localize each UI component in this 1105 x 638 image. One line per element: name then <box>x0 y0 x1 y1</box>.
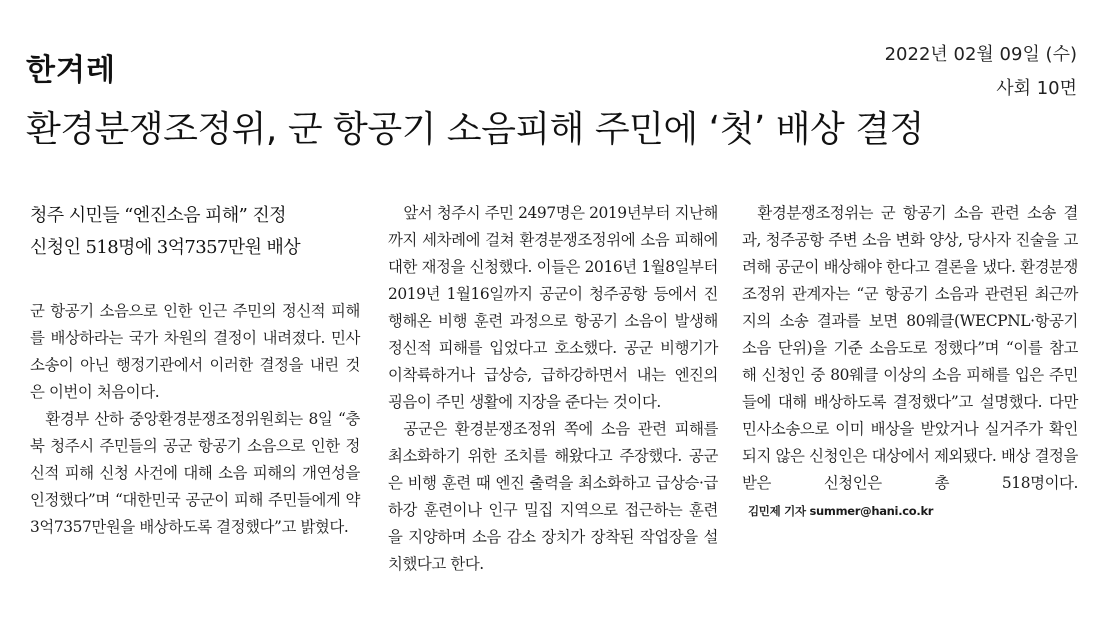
subheadline-line-1: 청주 시민들 “엔진소음 피해” 진정 <box>30 205 286 226</box>
byline: 김민제 기자 summer@hani.co.kr <box>748 504 934 518</box>
subheadline-line-2: 신청인 518명에 3억7357만원 배상 <box>30 237 301 258</box>
paragraph-2: 환경부 산하 중앙환경분쟁조정위원회는 8일 “충북 청주시 주민들의 공군 항공기 소음으로 인한 정신적 피해 신청 사건에 대해 소음 피해의 개연성을 인정했다”며 “대한민국 공군이 피해 주민들에게 약 3억7357만원을 배상하도록 결정했다”고 밝혔다. <box>30 410 360 536</box>
publication-date: 2022년 02월 09일 (수) <box>884 44 1077 65</box>
headline: 환경분쟁조정위, 군 항공기 소음피해 주민에 ‘첫’ 배상 결정 <box>26 109 924 150</box>
section-page: 사회 10면 <box>996 78 1077 99</box>
article-column-1 <box>30 200 360 541</box>
paragraph-4: 공군은 환경분쟁조정위 쪽에 소음 관련 피해를 최소화하기 위한 조치를 해왔다고 주장했다. 공군은 비행 훈련 때 엔진 출력을 최소화하고 급상승·급하강 훈련이나 인구 밀집 지역으로 접근하는 훈련을 지양하며 소음 감소 장치가 장착된 작업장을 설치했다고 한다. <box>388 420 718 573</box>
paragraph-5 <box>742 200 1078 525</box>
publication-meta <box>885 38 1077 106</box>
article-column-2 <box>388 200 718 578</box>
subheadline <box>30 200 360 264</box>
article-column-3 <box>742 200 1078 525</box>
paragraph-1: 군 항공기 소음으로 인한 인근 주민의 정신적 피해를 배상하라는 국가 차원의 결정이 내려졌다. 민사소송이 아닌 행정기관에서 이러한 결정을 내린 것은 이번이 처음이다. <box>30 302 360 401</box>
paragraph-3: 앞서 청주시 주민 2497명은 2019년부터 지난해까지 세차례에 걸쳐 환경분쟁조정위에 소음 피해에 대한 재정을 신청했다. 이들은 2016년 1월8일부터 2019년 1월16일까지 공군이 청주공항 등에서 진행해온 비행 훈련 과정으로 항공기 소음이 발생해 정신적 피해를 입었다고 호소했다. 공군 비행기가 이착륙하거나 급상승, 급하강하면서 내는 엔진의 굉음이 주민 생활에 지장을 준다는 것이다. <box>388 204 718 411</box>
paragraph-5-text: 환경분쟁조정위는 군 항공기 소음 관련 소송 결과, 청주공항 주변 소음 변화 양상, 당사자 진술을 고려해 공군이 배상해야 한다고 결론을 냈다. 환경분쟁조정위 관계자는 “군 항공기 소음과 관련된 최근까지의 소송 결과를 보면 80웨클(WECPNL·항공기 소음 단위)을 기준 소음도로 정했다”며 “이를 참고해 신청인 중 80웨클 이상의 소음 피해를 입은 주민들에 대해 배상하도록 결정했다”고 설명했다. 다만 민사소송으로 이미 배상을 받았거나 실거주가 확인되지 않은 신청인은 대상에서 제외됐다. 배상 결정을 받은 신청인은 총 518명이다. <box>742 204 1078 492</box>
newspaper-logo: 한겨레 <box>26 53 116 88</box>
